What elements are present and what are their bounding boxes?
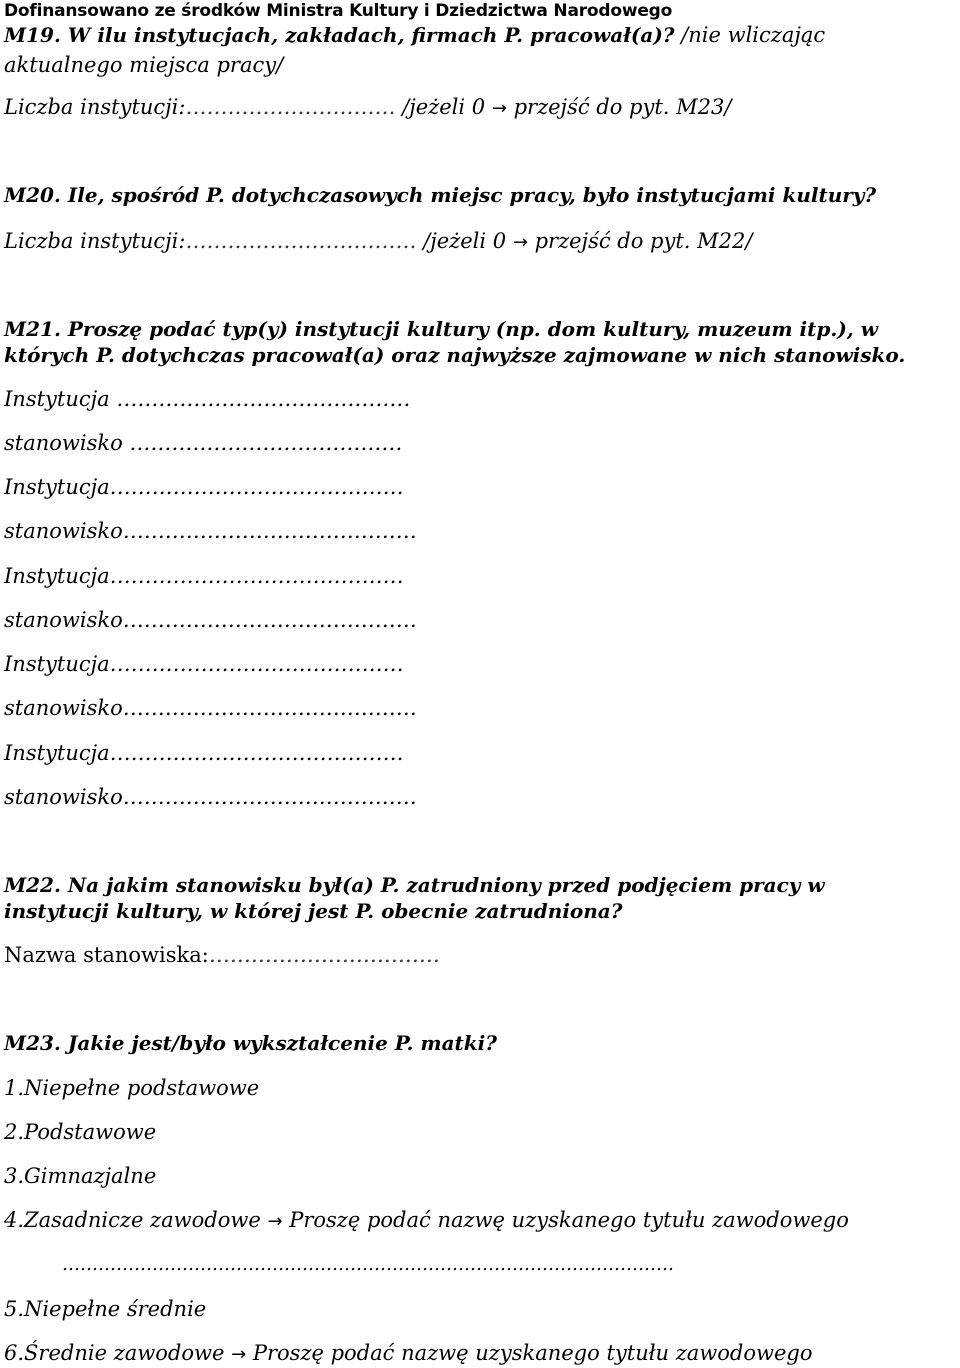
m23-option-6[interactable] xyxy=(4,1340,813,1368)
m19-answer-label: Liczba instytucji: xyxy=(4,95,186,119)
arrow-right-icon: → xyxy=(231,1344,247,1365)
m19-skip-pre: /jeżeli 0 xyxy=(395,95,492,119)
m22-question-line1: M22. Na jakim stanowisku był(a) P. zatrudniony przed podjęciem pracy w xyxy=(4,873,825,897)
m20-question: M20. Ile, spośród P. dotychczasowych miejsc pracy, było instytucjami kultury? xyxy=(4,183,877,207)
m21-institution-field[interactable]: Instytucja…………………………………… xyxy=(4,652,404,676)
arrow-right-icon: → xyxy=(267,1211,283,1232)
m23-option-4-title-field[interactable]: ………………………………………………………………………………………… xyxy=(62,1254,674,1275)
m21-position-field[interactable]: stanowisko…………………………………… xyxy=(4,608,417,632)
m20-answer xyxy=(4,228,752,256)
m23-option-3[interactable]: 3.Gimnazjalne xyxy=(4,1164,157,1188)
m21-institution-field[interactable]: Instytucja…………………………………… xyxy=(4,741,404,765)
m21-question-line2: których P. dotychczas pracował(a) oraz najwyższe zajmowane w nich stanowisko. xyxy=(4,343,906,367)
m19-answer xyxy=(4,94,731,122)
m23-option-1[interactable]: 1.Niepełne podstawowe xyxy=(4,1076,260,1100)
m19-answer-field[interactable]: ………………………… xyxy=(185,95,396,119)
m19-question-bold: M19. W ilu instytucjach, zakładach, firmach P. pracował(a)? xyxy=(4,23,675,47)
m20-answer-field[interactable]: …………………………… xyxy=(185,229,417,253)
m22-answer-label: Nazwa stanowiska: xyxy=(4,943,209,967)
m21-institution-field[interactable]: Instytucja …………………………………… xyxy=(4,387,411,411)
m23-option-2[interactable]: 2.Podstawowe xyxy=(4,1120,157,1144)
funding-note: Dofinansowano ze środków Ministra Kultury i Dziedzictwa Narodowego xyxy=(4,1,673,21)
m20-answer-label: Liczba instytucji: xyxy=(4,229,186,253)
m21-position-field[interactable]: stanowisko…………………………………… xyxy=(4,519,417,543)
m21-question-line1: M21. Proszę podać typ(y) instytucji kultury (np. dom kultury, muzeum itp.), w xyxy=(4,317,878,341)
m20-skip-post: przejść do pyt. M22/ xyxy=(527,229,753,253)
m21-institution-field[interactable]: Instytucja…………………………………… xyxy=(4,475,404,499)
m20-skip-pre: /jeżeli 0 xyxy=(416,229,513,253)
m19-question-line2: aktualnego miejsca pracy/ xyxy=(4,53,284,77)
arrow-right-icon: → xyxy=(512,232,528,253)
arrow-right-icon: → xyxy=(491,98,507,119)
m21-position-field[interactable]: stanowisko…………………………………… xyxy=(4,696,417,720)
m22-answer-field[interactable]: …………………………… xyxy=(208,943,440,967)
m23-option-4[interactable] xyxy=(4,1207,849,1235)
m19-skip-post: przejść do pyt. M23/ xyxy=(506,95,732,119)
m19-question-line1 xyxy=(4,22,825,48)
m22-question-line2: instytucji kultury, w której jest P. obecnie zatrudniona? xyxy=(4,899,623,923)
m21-position-field[interactable]: stanowisko…………………………………… xyxy=(4,785,417,809)
m22-answer xyxy=(4,942,440,968)
m23-option-6-note: Proszę podać nazwę uzyskanego tytułu zawodowego xyxy=(246,1341,813,1365)
m21-institution-field[interactable]: Instytucja…………………………………… xyxy=(4,564,404,588)
m21-position-field[interactable]: stanowisko ………………………………… xyxy=(4,431,403,455)
m19-question-note: /nie wliczając xyxy=(674,23,826,47)
m23-option-4-label: 4.Zasadnicze zawodowe xyxy=(4,1208,261,1232)
m23-option-5[interactable]: 5.Niepełne średnie xyxy=(4,1297,207,1321)
m23-question: M23. Jakie jest/było wykształcenie P. matki? xyxy=(4,1031,497,1055)
m23-option-4-note: Proszę podać nazwę uzyskanego tytułu zawodowego xyxy=(282,1208,849,1232)
m23-option-6-label: 6.Średnie zawodowe xyxy=(4,1341,225,1365)
